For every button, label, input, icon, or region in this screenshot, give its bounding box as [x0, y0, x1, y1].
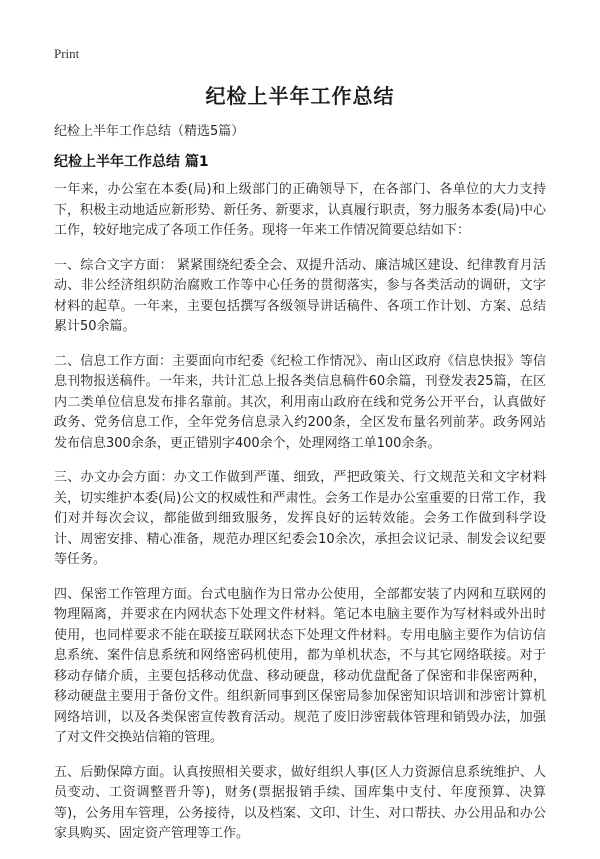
paragraph-information: 二、信息工作方面：主要面向市纪委《纪检工作情况》、南山区政府《信息快报》等信息刊物报送稿件。一年来，共计汇总上报各类信息稿件60余篇，刊登发表25篇，在区内二类单位信息发布排名靠前。其次，利用南山政府在线和党务公开平台，认真做好政务、党务信息工作，全年党务信息录入约200条，全区发布量名列前茅。政务网站发布信息300余条，更正错别字400余个，处理网络工单100余条。 [54, 353, 546, 451]
document-body [54, 180, 546, 859]
paragraph-confidentiality: 四、保密工作管理方面。台式电脑作为日常办公使用，全部都安装了内网和互联网的物理隔离，并要求在内网状态下处理文件材料。笔记本电脑主要作为写材料或外出时使用，也同样要求不能在联接互联网状态下处理文件材料。专用电脑主要作为信访信息系统、案件信息系统和网络密码机使用，都为单机状态，不与其它网络联接。对于移动存储介质，主要包括移动优盘、移动硬盘，移动优盘配备了保密和非保密两种，移动硬盘主要用于备份文件。组织新同事到区保密局参加保密知识培训和涉密计算机网络培训，以及各类保密宣传教育活动。规范了废旧涉密载体管理和销毁办法，加强了对文件交换站信箱的管理。 [54, 586, 546, 745]
paragraph-writing: 一、综合文字方面： 紧紧围绕纪委全会、双提升活动、廉洁城区建设、纪律教育月活动、非公经济组织防治腐败工作等中心任务的贯彻落实，参与各类活动的调研，文字材料的起草。一年来，主要包括撰写各级领导讲话稿件、各项工作计划、方案、总结累计50余篇。 [54, 257, 546, 334]
paragraph-logistics: 五、后勤保障方面。认真按照相关要求，做好组织人事(区人力资源信息系统维护、人员变动、工资调整晋升等)，财务(票据报销手续、国库集中支付、年度预算、决算等)，公务用车管理，公务接待，以及档案、文印、计生、对口帮扶、办公用品和办公家具购买、固定资产管理等工作。 [54, 764, 546, 841]
document-subtitle: 纪检上半年工作总结（精选5篇） [54, 124, 245, 139]
print-link[interactable]: Print [54, 46, 80, 61]
paragraph-intro: 一年来，办公室在本委(局)和上级部门的正确领导下，在各部门、各单位的大力支持下，积极主动地适应新形势、新任务、新要求，认真履行职责，努力服务本委(局)中心工作，较好地完成了各项工作任务。现将一年来工作情况简要总结如下： [54, 182, 546, 238]
document-title: 纪检上半年工作总结 [205, 84, 395, 108]
paragraph-documents-meetings: 三、办文办会方面：办文工作做到严谨、细致，严把政策关、行文规范关和文字材料关，切实维护本委(局)公文的权威性和严肃性。会务工作是办公室重要的日常工作，我们对并每次会议，都能做到细致服务，发挥良好的运转效能。会务工作做到科学设计、周密安排、精心准备，规范办理区纪委会10余次，承担会议记录、制发会议纪要等任务。 [54, 470, 546, 567]
section-heading: 纪检上半年工作总结 篇1 [54, 154, 209, 170]
